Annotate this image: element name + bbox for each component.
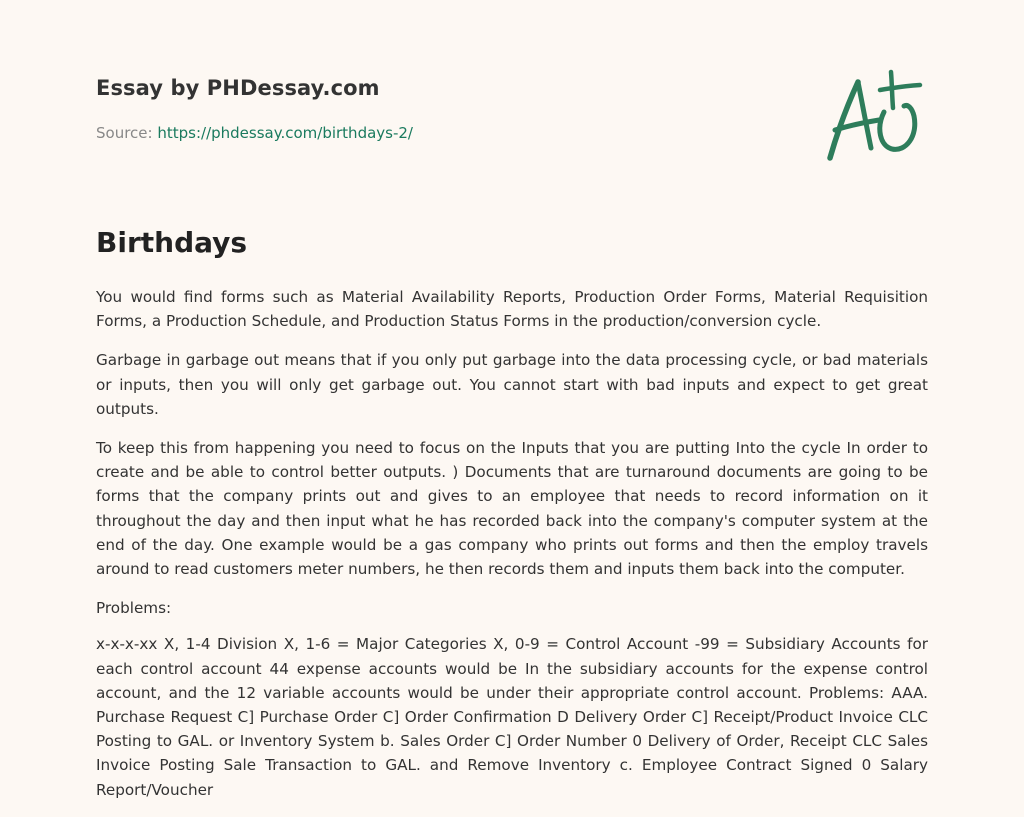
- source-line: [96, 124, 413, 142]
- paragraph: x-x-x-xx X, 1-4 Division X, 1-6 = Major Categories X, 0-9 = Control Account -99 = Subsidiary Accounts for each control account 44 expense accounts would be In the subsidiary accounts for the expense control account, and the 12 variable accounts would be under their appropriate control account. Problems: AAA. Purchase Request C] Purchase Order C] Order Confirmation D Delivery Order C] Receipt/Product Invoice CLC Posting to GAL. or Inventory System b. Sales Order C] Order Number 0 Delivery of Order, Receipt CLC Sales Invoice Posting Sale Transaction to GAL. and Remove Inventory c. Employee Contract Signed 0 Salary Report/Voucher: [96, 635, 928, 799]
- paragraph: You would find forms such as Material Availability Reports, Production Order Forms, Material Requisition Forms, a Production Schedule, and Production Status Forms in the production/conversion cycle.: [96, 288, 928, 331]
- source-link[interactable]: https://phdessay.com/birthdays-2/: [157, 124, 413, 142]
- page-header: [96, 0, 928, 180]
- paragraph: Garbage in garbage out means that if you only put garbage into the data processing cycle, or bad materials or inputs, then you will only get garbage out. You cannot start with bad inputs and expect to get great outputs.: [96, 351, 928, 418]
- problems-label: Problems:: [96, 599, 172, 618]
- paragraph: To keep this from happening you need to focus on the Inputs that you are putting Into the cycle In order to create and be able to control better outputs. ) Documents that are turnaround documents are going to be forms that the company prints out and gives to an employee that needs to record information on it throughout the day and then input what he has recorded back into the company's computer system at the end of the day. One example would be a gas company who prints out forms and then the employ travels around to read customers meter numbers, he then records them and inputs them back into the computer.: [96, 439, 928, 579]
- article-title: Birthdays: [96, 226, 248, 259]
- site-brand: Essay by PHDessay.com: [96, 76, 380, 100]
- article-body: [96, 285, 928, 817]
- source-label: Source:: [96, 124, 153, 142]
- a-plus-grade-icon: [824, 68, 928, 164]
